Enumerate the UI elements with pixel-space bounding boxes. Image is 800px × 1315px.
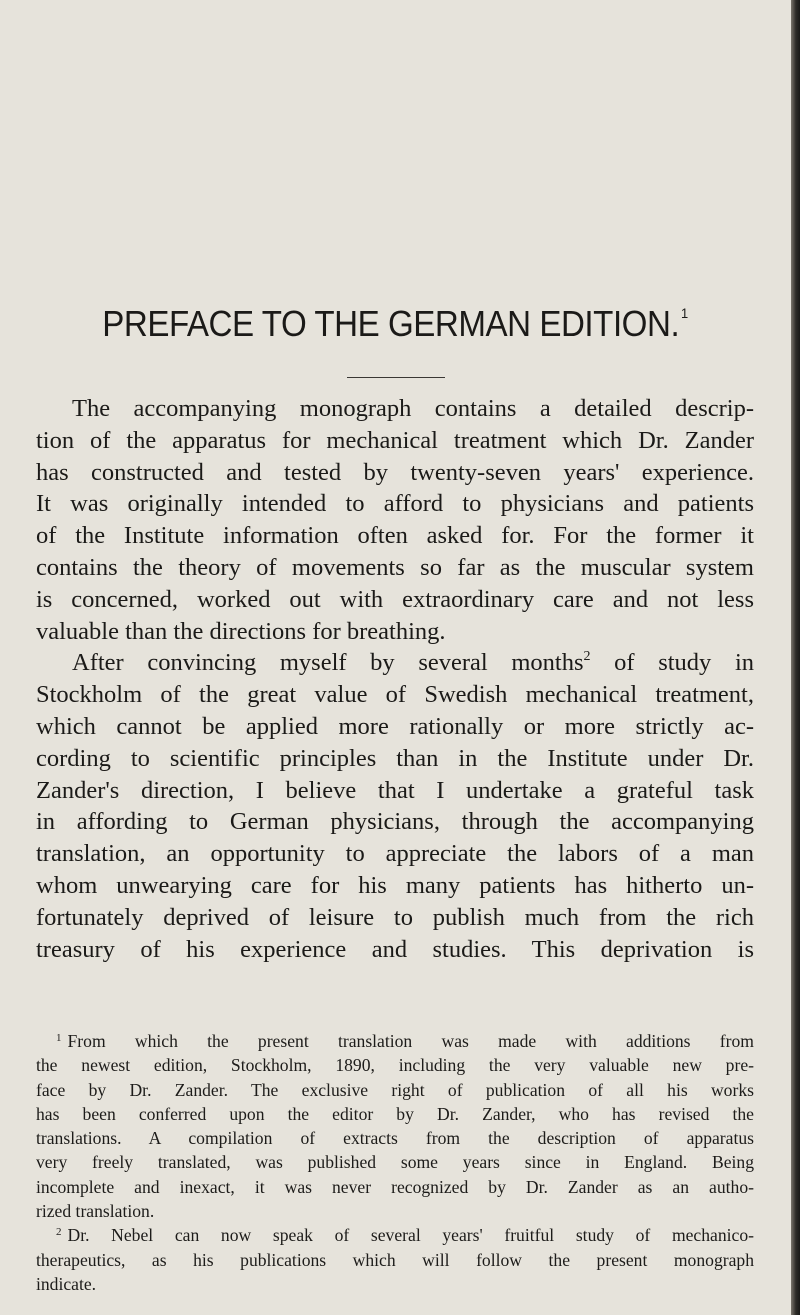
page-title-text: PREFACE TO THE GERMAN EDITION. <box>102 303 680 344</box>
body-line: Zander's direction, I believe that I undertake a grateful task <box>36 776 754 804</box>
footnote-1-line: very freely translated, was published some years since in England. Being <box>36 1152 754 1173</box>
body-line: has constructed and tested by twenty-seven years' experience. <box>36 458 754 486</box>
footnotes <box>36 1029 754 1296</box>
body-line-with-note <box>36 647 754 679</box>
body-line: valuable than the directions for breathing. <box>36 617 446 645</box>
page-edge-shadow <box>791 0 800 1315</box>
body-line: The accompanying monograph contains a detailed descrip- <box>72 395 754 422</box>
body-line-part: of study in <box>590 649 754 677</box>
footnote-1-line: face by Dr. Zander. The exclusive right of publication of all his works <box>36 1079 754 1100</box>
body-line: Stockholm of the great value of Swedish mechanical treatment, <box>36 681 754 709</box>
body-line: treasury of his experience and studies. This deprivation is <box>36 935 754 963</box>
body-line: translation, an opportunity to appreciate the labors of a man <box>36 840 754 868</box>
title-divider <box>347 377 445 378</box>
footnote-2-line: therapeutics, as his publications which will follow the present monograph <box>36 1249 754 1270</box>
footnote-2-mark: 2 <box>56 1226 62 1239</box>
body-line: fortunately deprived of leisure to publish much from the rich <box>36 903 754 931</box>
footnote-1-line <box>36 1029 754 1053</box>
footnote-1-text: From which the present translation was made with additions from <box>67 1031 754 1051</box>
body-line-part: After convincing myself by several months <box>72 649 584 677</box>
body-line: which cannot be applied more rationally or more strictly ac- <box>36 712 754 740</box>
footnote-1-line: incomplete and inexact, it was never recognized by Dr. Zander as an autho- <box>36 1176 754 1197</box>
footnote-1-line: has been conferred upon the editor by Dr. Zander, who has revised the <box>36 1103 754 1124</box>
body-line: It was originally intended to afford to physicians and patients <box>36 490 754 518</box>
page-title <box>32 303 759 345</box>
title-footnote-mark: 1 <box>681 305 688 321</box>
body-line: contains the theory of movements so far as the muscular system <box>36 553 754 581</box>
footnote-2-line: indicate. <box>36 1273 97 1294</box>
body-line: is concerned, worked out with extraordinary care and not less <box>36 585 754 613</box>
footnote-2-line <box>36 1223 754 1247</box>
preface-body <box>36 393 754 965</box>
footnote-1-line: the newest edition, Stockholm, 1890, including the very valuable new pre- <box>36 1055 754 1076</box>
body-line: in affording to German physicians, through the accompanying <box>36 808 754 836</box>
footnote-ref-2: 2 <box>583 649 591 665</box>
footnote-1-line: rized translation. <box>36 1201 155 1222</box>
body-line: tion of the apparatus for mechanical treatment which Dr. Zander <box>36 426 754 454</box>
body-line: of the Institute information often asked for. For the former it <box>36 522 754 550</box>
footnote-1-line: translations. A compilation of extracts from the description of apparatus <box>36 1128 754 1149</box>
footnote-2-text: Dr. Nebel can now speak of several years' fruitful study of mechanico- <box>67 1225 754 1246</box>
body-line: whom unwearying care for his many patients has hitherto un- <box>36 871 754 899</box>
body-line: cording to scientific principles than in the Institute under Dr. <box>36 744 754 772</box>
footnote-1-mark: 1 <box>56 1032 62 1044</box>
